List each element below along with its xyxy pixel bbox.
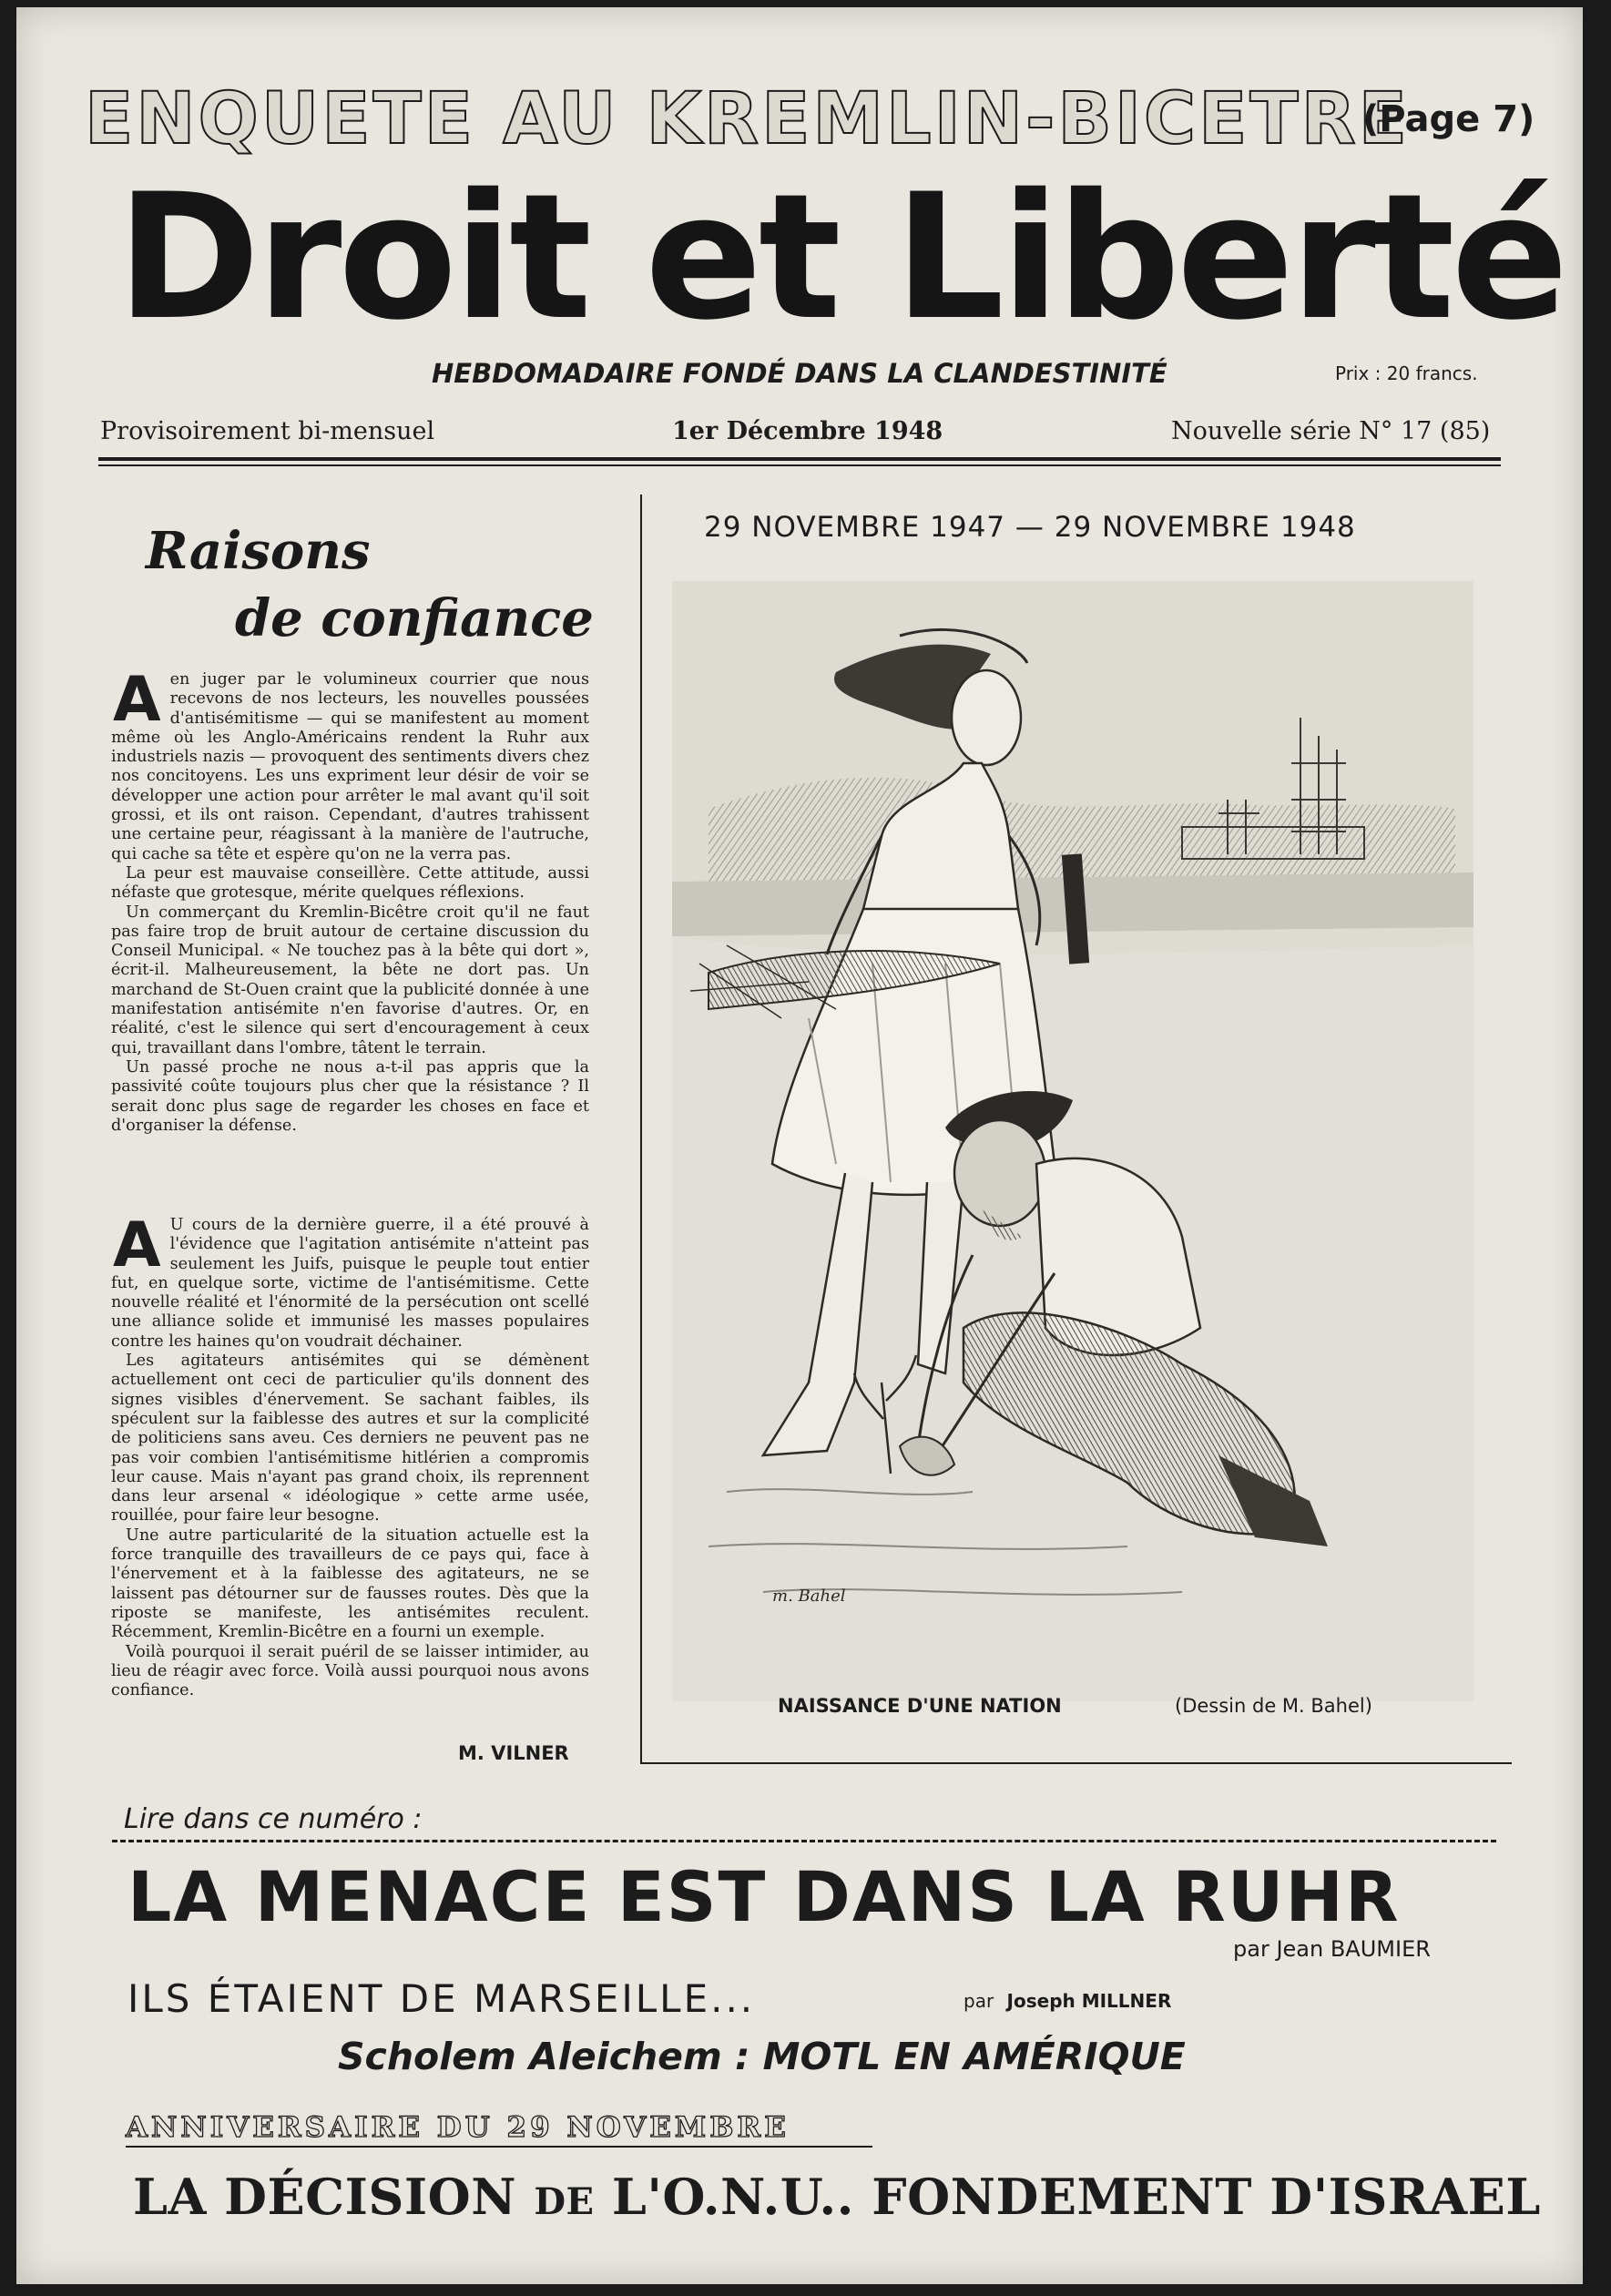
anniversary-headline — [133, 2168, 1541, 2226]
contents-headline-motl: Scholem Aleichem : MOTL EN AMÉRIQUE — [338, 2035, 1186, 2078]
article-title-line2: de confiance — [235, 588, 594, 648]
article-body-part2 — [111, 1209, 589, 1700]
headline-part-c: L'O.N.U.. FONDEMENT D'ISRAEL — [611, 2168, 1541, 2226]
svg-text:m. Bahel: m. Bahel — [772, 1587, 846, 1606]
anniversary-label: ANNIVERSAIRE DU 29 NOVEMBRE — [126, 2111, 790, 2144]
article-paragraph-text: en juger par le volumineux courrier que nous recevons de nos lecteurs, les nouvelles poussées d'antisémitisme — qui se manifestent au moment même où les Anglo-Américains rendent la Ruhr aux industriels nazis — provoquent des sentiments divers chez nos concitoyens. Les uns expriment leur désir de voir se développer une action pour arrêter le mal avant qu'il soit grossi, et ils ont raison. Cependant, d'autres trahissent une certaine peur, réagissant à la manière de l'autruche, qui cache sa tête et espère qu'on ne la verra pas. — [111, 670, 589, 863]
article-paragraph: Les agitateurs antisémites qui se démènent actuellement ont ceci de particulier qu'ils donnent des signes visibles d'énervement. Se sachant faibles, ils spéculent sur la faiblesse des autres et sur la complicité de politiciens sans aveu. Ces derniers ne peuvent pas ne pas voir combien l'antisémitisme hitlérien a compromis leur cause. Mais n'ayant pas grand choix, ils reprennent dans leur arsenal « idéologique » cette arme usée, rouillée, pour faire leur besogne. — [111, 1352, 589, 1526]
contents-headline-marseille: ILS ÉTAIENT DE MARSEILLE... — [127, 1976, 756, 2021]
article-author: M. VILNER — [458, 1742, 569, 1764]
article-paragraph: Un passé proche ne nous a-t-il pas appris que la passivité coûte toujours plus cher que la résistance ? Il serait donc plus sage de regarder les choses en face et d'organiser la défense. — [111, 1057, 589, 1135]
contents-headline-ruhr: LA MENACE EST DANS LA RUHR — [127, 1856, 1401, 1937]
price-label: Prix : 20 francs. — [1335, 362, 1478, 384]
issue-date: 1er Décembre 1948 — [672, 417, 943, 445]
contents-intro: Lire dans ce numéro : — [124, 1803, 423, 1835]
article-paragraph — [111, 664, 589, 864]
article-paragraph: Un commerçant du Kremlin-Bicêtre croit qu'il ne faut pas faire trop de bruit autour de certaine discussion du Conseil Municipal. « Ne touchez pas à la bête qui dort », écrit-il. Malheureusement, la bête ne dort pas. Un marchand de St-Ouen craint que la publicité donnée à une manifestation antisémite n'en favorise d'autres. Or, en réalité, c'est le silence qui sert d'encouragement à ceux qui, travaillant dans l'ombre, tâtent le terrain. — [111, 903, 589, 1057]
header-rule-bottom — [98, 464, 1501, 466]
article-paragraph-text: U cours de la dernière guerre, il a été prouvé à l'évidence que l'agitation antisémite n'atteint pas seulement les Juifs, puisque le peuple tout entier fut, en quelque sorte, victime de l'antisémitisme. Cette nouvelle réalité et l'énormité de la persécution ont scellé une alliance solide et immunisé les masses populaires contre les haines qu'on voudrait déchainer. — [111, 1216, 589, 1351]
drop-cap: A — [113, 664, 161, 736]
article-title-line1: Raisons — [146, 521, 371, 581]
banner-page-ref: (Page 7) — [1362, 98, 1535, 140]
banner-headline: ENQUETE AU KREMLIN-BICETRE — [85, 78, 1410, 160]
illustration-credit: (Dessin de M. Bahel) — [1175, 1695, 1372, 1717]
illustration-dates: 29 NOVEMBRE 1947 — 29 NOVEMBRE 1948 — [704, 511, 1356, 544]
article-title — [146, 517, 594, 652]
issue-frequency: Provisoirement bi-mensuel — [100, 417, 435, 445]
article-paragraph: Une autre particularité de la situation actuelle est la force tranquille des travailleurs de ce pays qui, face à l'énervement et à la faiblesse des agitateurs, ne se laissent pas détourner sur de fausses routes. Dès que la riposte se manifeste, les antisémites reculent. Récemment, Kremlin-Bicêtre en a fourni un exemple. — [111, 1526, 589, 1642]
article-body-part1 — [111, 664, 589, 1136]
headline-part-b: DE — [534, 2180, 595, 2223]
drop-cap: A — [113, 1209, 161, 1281]
illustration-drawing — [672, 581, 1473, 1701]
anniversary-rule — [126, 2146, 872, 2148]
masthead-title: Droit et Liberté — [117, 157, 1565, 358]
contents-byline-millner — [964, 1990, 1171, 2012]
masthead-subtitle: HEBDOMADAIRE FONDÉ DANS LA CLANDESTINITÉ — [432, 358, 1167, 389]
newspaper-page — [16, 7, 1583, 2284]
headline-part-a: LA DÉCISION — [133, 2168, 517, 2226]
contents-byline-baumier: par Jean BAUMIER — [1233, 1936, 1431, 1962]
article-paragraph: La peur est mauvaise conseillère. Cette attitude, aussi néfaste que grotesque, mérite quelques réflexions. — [111, 863, 589, 903]
byline-par: par — [964, 1990, 994, 2012]
contents-rule — [112, 1840, 1496, 1842]
article-paragraph — [111, 1209, 589, 1352]
byline-name: Joseph MILLNER — [1006, 1990, 1172, 2012]
header-rule-top — [98, 457, 1501, 461]
article-paragraph: Voilà pourquoi il serait puéril de se laisser intimider, au lieu de réagir avec force. Voilà aussi pourquoi nous avons confiance. — [111, 1642, 589, 1700]
illustration-caption: NAISSANCE D'UNE NATION — [778, 1695, 1062, 1717]
issue-number: Nouvelle série N° 17 (85) — [1171, 417, 1491, 445]
